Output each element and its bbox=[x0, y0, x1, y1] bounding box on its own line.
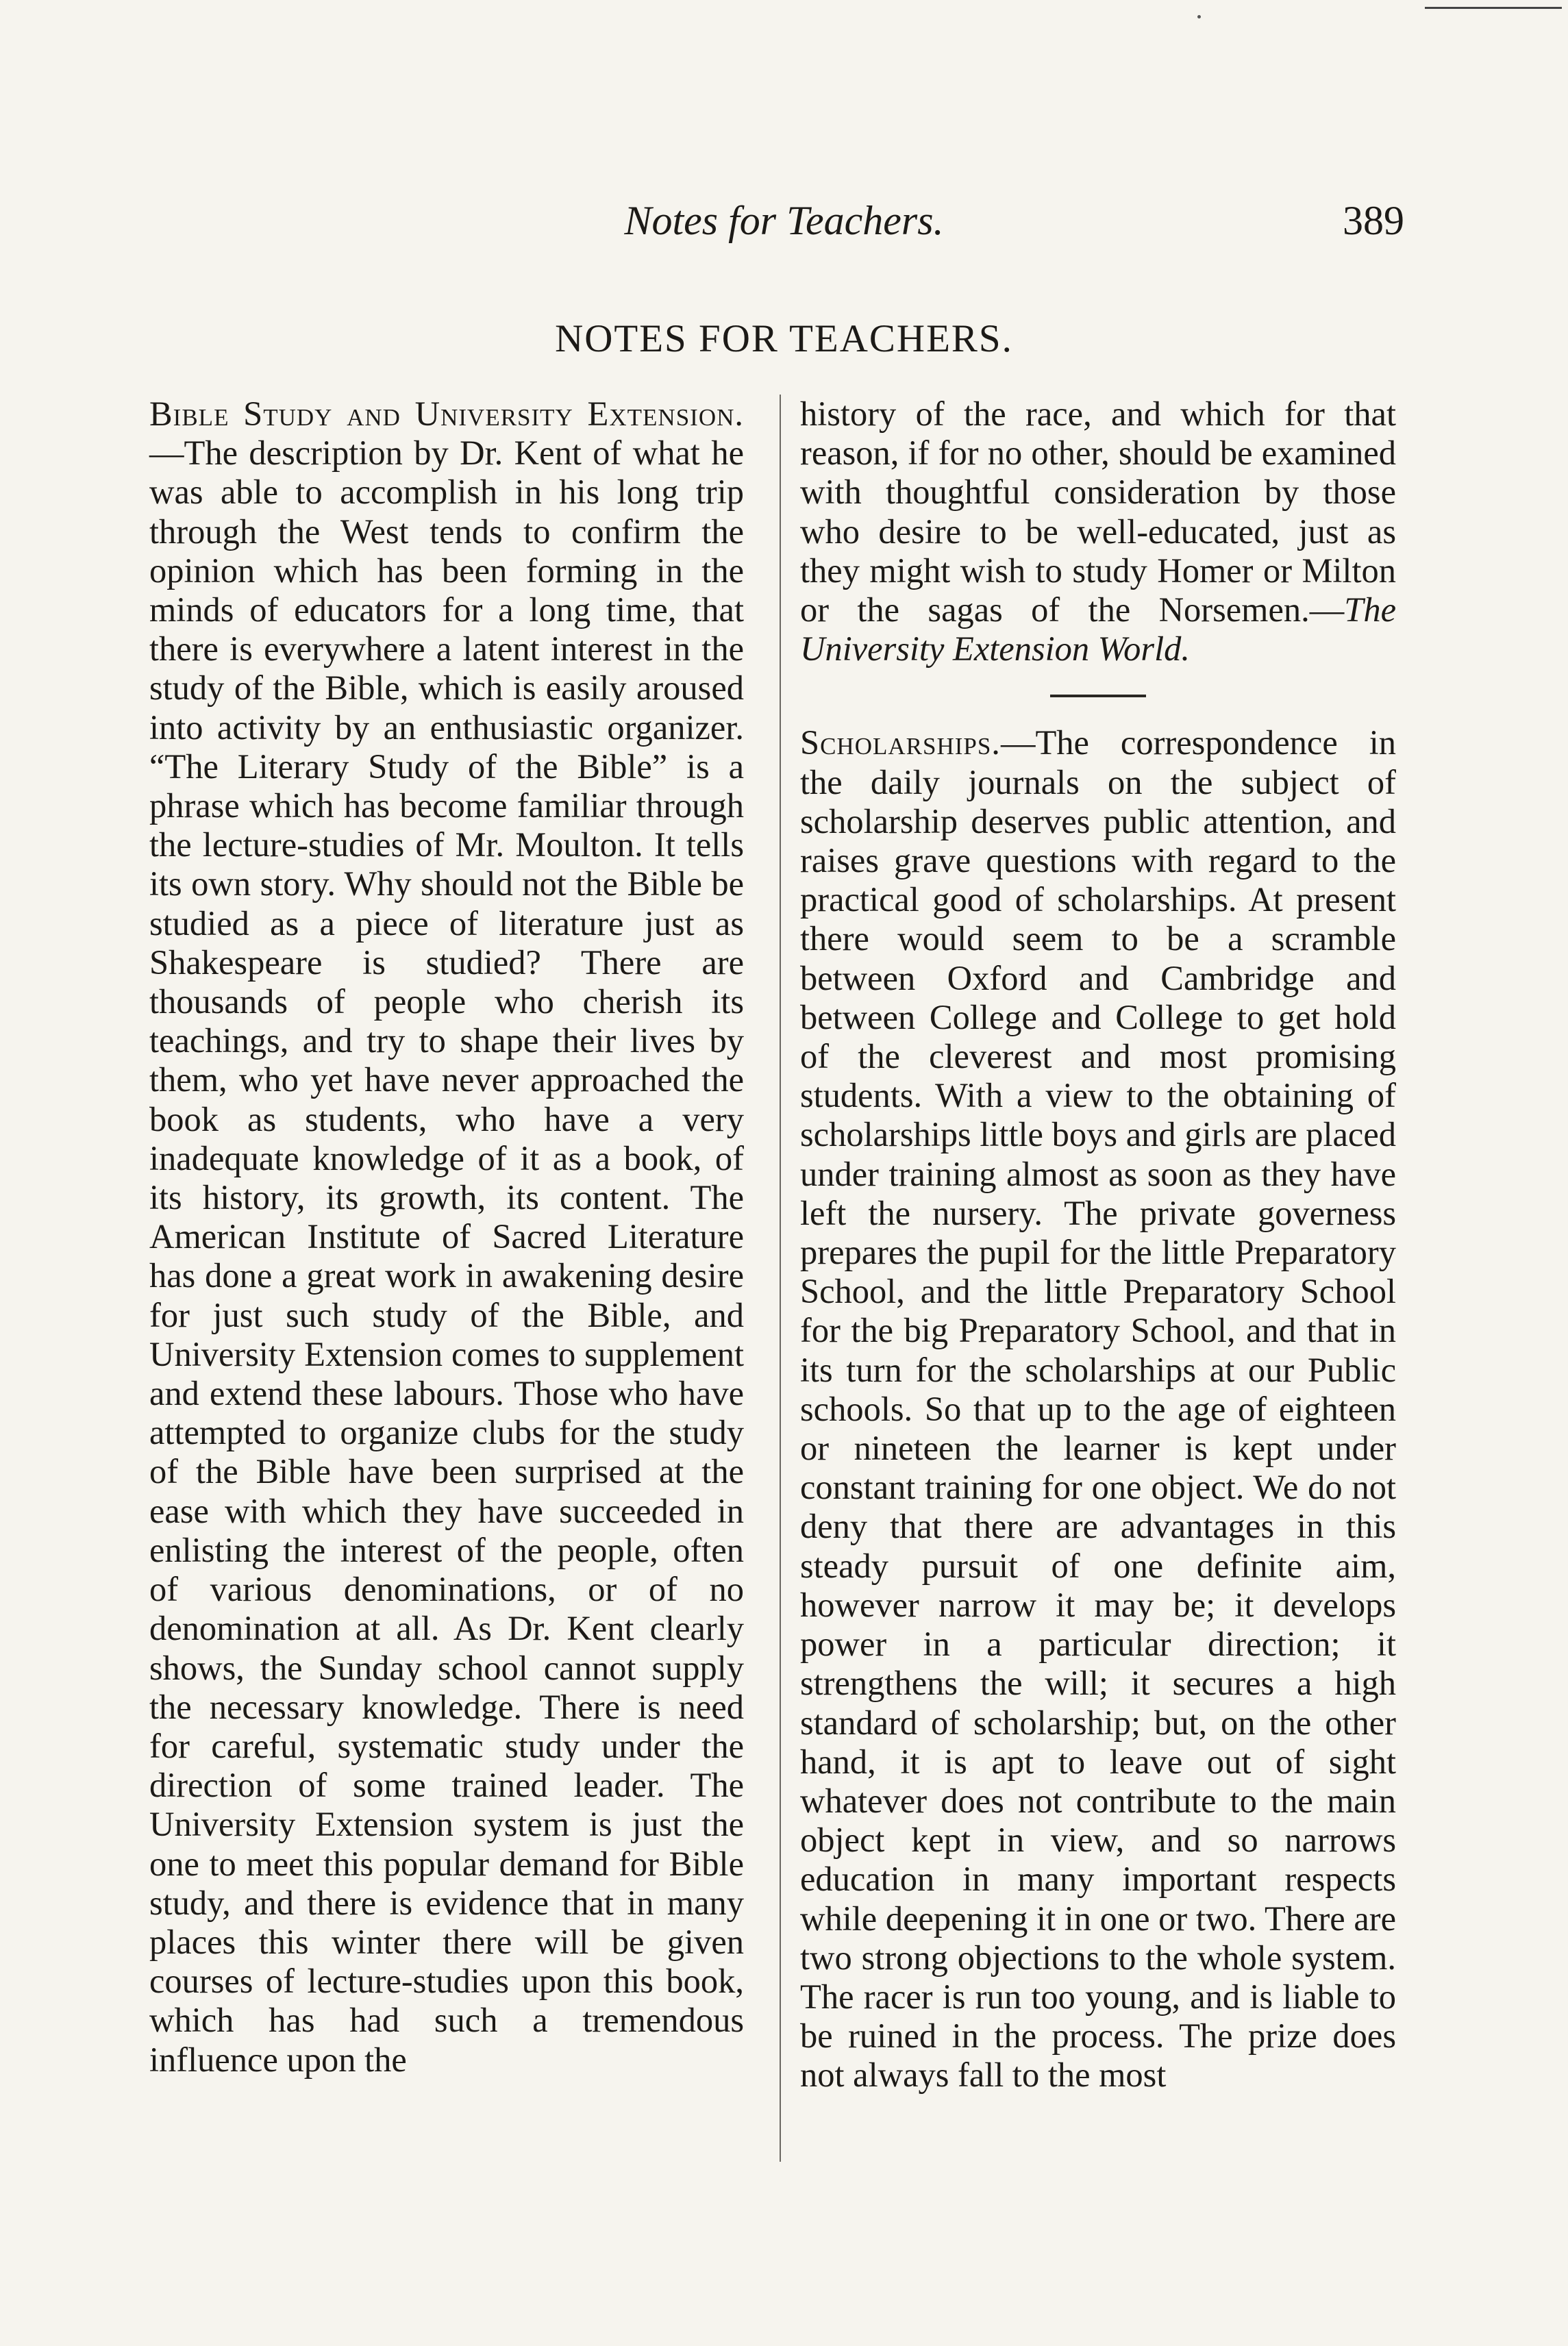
edge-rule bbox=[1425, 7, 1562, 9]
attribution: The University Extension World. bbox=[800, 590, 1396, 669]
scholarships-paragraph bbox=[800, 723, 1396, 2095]
left-column bbox=[149, 395, 744, 2080]
page-number: 389 bbox=[1343, 198, 1404, 243]
scholarships-heading: Scholarships. bbox=[800, 723, 1001, 762]
right-column bbox=[800, 395, 1396, 2095]
continuation-paragraph bbox=[800, 395, 1396, 669]
bible-study-heading: Bible Study and University Extension. bbox=[149, 395, 744, 433]
bible-study-paragraph bbox=[149, 395, 744, 2080]
section-title: NOTES FOR TEACHERS. bbox=[555, 317, 1013, 360]
continuation-text: history of the race, and which for that reason, if for no other, should be examined with thoughtful consideration by those who desire to be well-educated, just as they might wish to study Homer or Milton or the sagas of the Norsemen.— bbox=[800, 395, 1396, 629]
column-divider bbox=[780, 395, 781, 2162]
section-rule bbox=[1050, 695, 1146, 697]
running-title: Notes for Teachers. bbox=[624, 198, 944, 243]
bible-study-body: —The description by Dr. Kent of what he was able to accomplish in his long trip through the West tends to confirm the opinion which has been forming in the minds of educators for a long time, that there is everywhere a latent interest in the study of the Bible, which is easily aroused into activity by an enthusiastic organizer. “The Literary Study of the Bible” is a phrase which has become familiar through the lecture-studies of Mr. Moulton. It tells its own story. Why should not the Bible be studied as a piece of literature just as Shakespeare is studied? There are thousands of people who cherish its teachings, and try to shape their lives by them, who yet have never approached the book as students, who have a very inadequate knowledge of it as a book, of its history, its growth, its content. The American Institute of Sacred Literature has done a great work in awakening desire for just such study of the Bible, and University Extension comes to supplement and extend these labours. Those who have attempted to organize clubs for the study of the Bible have been surprised at the ease with which they have succeeded in enlisting the interest of the people, often of various denominations, or of no denomination at all. As Dr. Kent clearly shows, the Sunday school cannot supply the necessary knowledge. There is need for careful, systematic study under the direction of some trained leader. The University Extension system is just the one to meet this popular demand for Bible study, and there is evidence that in many places this winter there will be given courses of lecture-studies upon this book, which has had such a tremendous influence upon the bbox=[149, 434, 744, 2079]
scholarships-body: —The correspondence in the daily journals on the subject of scholarship deserves public attention, and raises grave questions with regard to the practical good of scholarships. At present there would seem to be a scramble between Oxford and Cambridge and between College and College to get hold of the cleverest and most promising students. With a view to the obtaining of scholarships little boys and girls are placed under training almost as soon as they have left the nursery. The private governess prepares the pupil for the little Preparatory School, and the little Preparatory School for the big Preparatory School, and that in its turn for the scholarships at our Public schools. So that up to the age of eighteen or nineteen the learner is kept under constant training for one object. We do not deny that there are advantages in this steady pursuit of one definite aim, however narrow it may be; it develops power in a particular direction; it strengthens the will; it secures a high standard of scholarship; but, on the other hand, it is apt to leave out of sight whatever does not contribute to the main object kept in view, and so narrows education in many important respects while deepening it in one or two. There are two strong objections to the whole system. The racer is run too young, and is liable to be ruined in the process. The prize does not always fall to the most bbox=[800, 723, 1396, 2095]
running-head bbox=[0, 193, 1568, 255]
edge-mark bbox=[1197, 15, 1201, 18]
